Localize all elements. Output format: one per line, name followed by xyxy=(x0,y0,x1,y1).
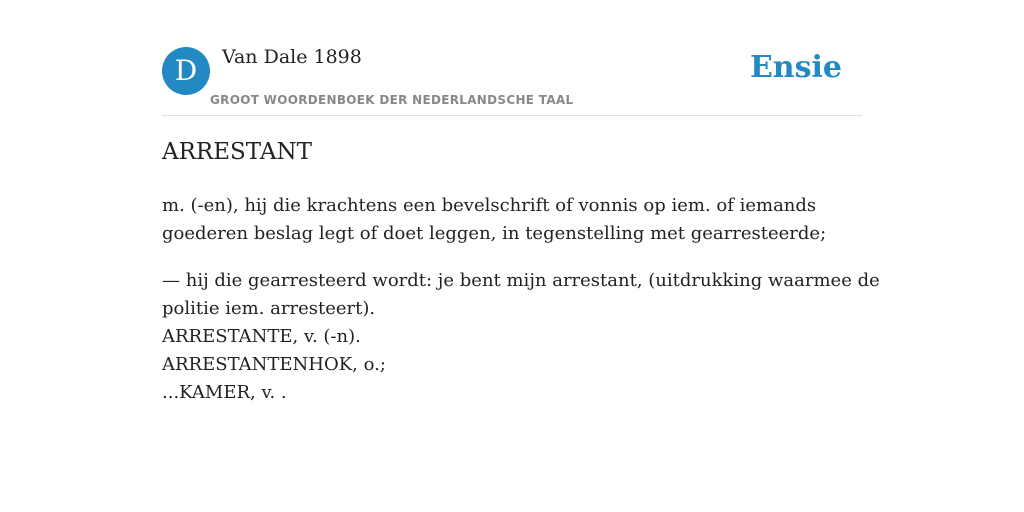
extra-line: — hij die gearresteerd wordt: je bent mijn arrestant, (uitdrukking waarmee de xyxy=(162,270,880,291)
definition-line: m. (-en), hij die krachtens een bevelschrift of vonnis op iem. of iemands xyxy=(162,195,817,216)
extra-line: ARRESTANTE, v. (-n). xyxy=(162,326,361,347)
extra-line: ARRESTANTENHOK, o.; xyxy=(162,354,386,375)
source-avatar[interactable]: D xyxy=(162,47,210,95)
brand-logo[interactable]: Ensie xyxy=(749,50,842,85)
extra-line: politie iem. arresteert). xyxy=(162,298,376,319)
entry-card xyxy=(162,0,880,512)
extra-paragraph xyxy=(162,267,880,407)
source-title[interactable]: Van Dale 1898 xyxy=(222,46,362,68)
source-subtitle: GROOT WOORDENBOEK DER NEDERLANDSCHE TAAL xyxy=(210,93,574,107)
extra-line: ...KAMER, v. . xyxy=(162,382,287,403)
page-title: ARRESTANT xyxy=(162,139,312,165)
definition-line: goederen beslag legt of doet leggen, in tegenstelling met gearresteerde; xyxy=(162,223,827,244)
source-header xyxy=(162,0,862,116)
definition-paragraph xyxy=(162,192,852,248)
